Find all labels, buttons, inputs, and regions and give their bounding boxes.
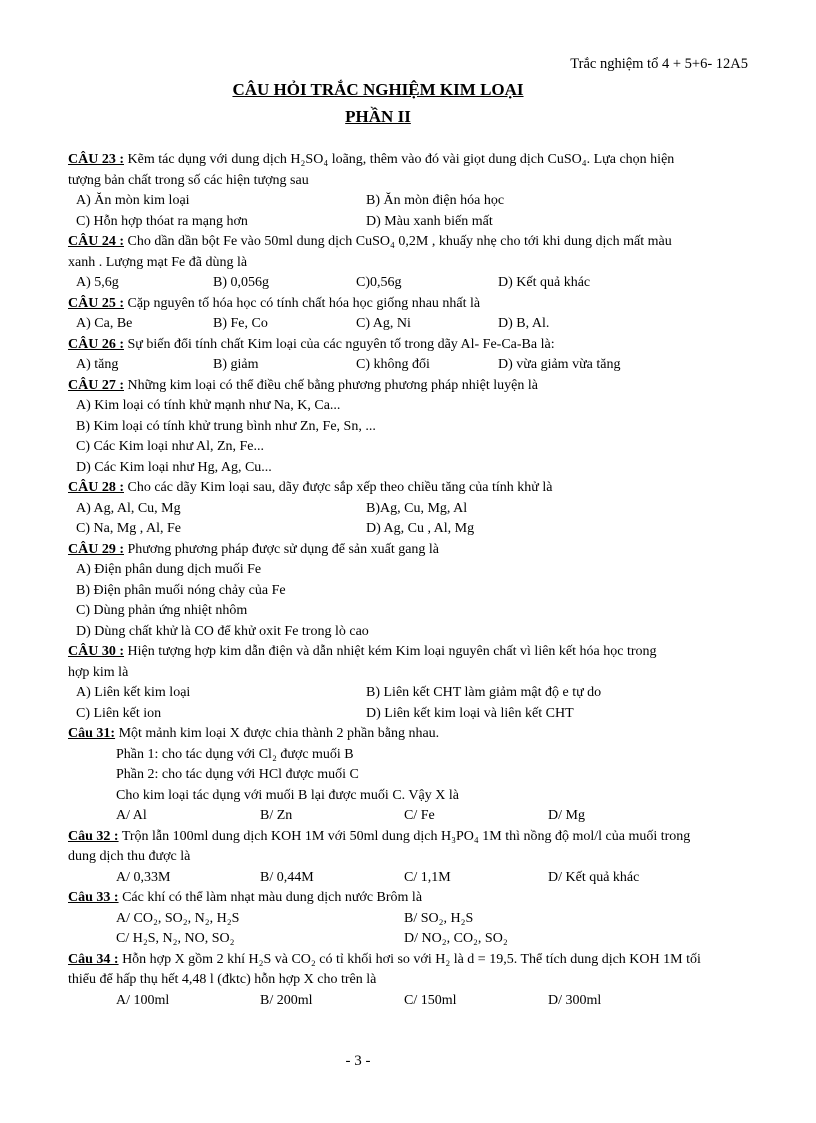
answer-option: A/ CO₂, SO₂, N₂, H₂S: [116, 910, 240, 926]
question-label: CÂU 27 :: [68, 377, 124, 393]
answer-option: C) Dùng phản ứng nhiệt nhôm: [76, 603, 248, 618]
question-text: Hiện tượng hợp kim dẫn điện và dẫn nhiệt kém Kim loại nguyên chất vì liên kết hóa học trong: [127, 644, 657, 659]
question-subline: Cho kim loại tác dụng với muối B lại được muối C. Vậy X là: [116, 787, 459, 803]
page-title: CÂU HỎI TRẮC NGHIỆM KIM LOẠI: [232, 80, 524, 99]
question-text: Các khí có thể làm nhạt màu dung dịch nước Brôm là: [122, 890, 423, 905]
question-text: Kẽm tác dụng với dung dịch H₂SO₄ loãng, thêm vào đó vài giọt dung dịch CuSO₄. Lựa chọn hiện: [127, 152, 675, 167]
answer-option: B/ 0,44M: [260, 869, 314, 885]
answer-option: B)Ag, Cu, Mg, Al: [366, 500, 468, 516]
answer-option: C) Liên kết ion: [76, 705, 162, 721]
answer-option: B) Fe, Co: [213, 316, 268, 331]
question-30: [68, 642, 758, 724]
page-subtitle: PHẦN II: [345, 107, 411, 126]
question-text: xanh . Lượng mạt Fe đã dùng là: [68, 254, 248, 270]
answer-option: A/ 0,33M: [116, 869, 171, 885]
page-number: - 3 -: [345, 1053, 371, 1069]
question-label: Câu 31:: [68, 726, 116, 741]
answer-option: A) Ag, Al, Cu, Mg: [76, 500, 181, 516]
question-text: dung dịch thu được là: [68, 849, 191, 864]
question-23: [68, 150, 758, 232]
question-label: Câu 32 :: [68, 828, 119, 844]
answer-option: C/ H₂S, N₂, NO, SO₂: [116, 931, 235, 946]
question-text: Hỗn hợp X gồm 2 khí H₂S và CO₂ có tỉ khối hơi so với H₂ là d = 19,5. Thể tích dung dịch KOH 1M tối: [122, 951, 701, 967]
answer-option: A) Liên kết kim loại: [76, 685, 191, 700]
question-text: Một mảnh kim loại X được chia thành 2 phần bằng nhau.: [118, 726, 440, 741]
question-subline: Phần 1: cho tác dụng với Cl₂ được muối B: [116, 746, 354, 762]
question-text: Cặp nguyên tố hóa học có tính chất hóa học giống nhau nhất là: [127, 295, 481, 311]
answer-option: D/ Kết quả khác: [548, 869, 640, 885]
answer-option: A) Ăn mòn kim loại: [76, 193, 190, 208]
answer-option: A/ Al: [116, 808, 147, 823]
question-text: Sự biến đổi tính chất Kim loại của các nguyên tố trong dãy Al- Fe-Ca-Ba là:: [127, 336, 555, 352]
question-24: [68, 232, 758, 294]
answer-option: D) vừa giảm vừa tăng: [498, 357, 621, 372]
question-28: [68, 478, 758, 540]
answer-option: A) Điện phân dung dịch muối Fe: [76, 562, 262, 577]
question-label: Câu 33 :: [68, 890, 119, 905]
answer-option: A) Kim loại có tính khử mạnh như Na, K, Ca...: [76, 398, 341, 413]
answer-option: C) Ag, Ni: [356, 316, 411, 331]
question-list: [68, 150, 758, 1011]
question-33: [68, 888, 758, 950]
question-25: [68, 294, 758, 335]
question-26: [68, 335, 758, 376]
question-label: CÂU 30 :: [68, 644, 124, 659]
answer-option: B) Ăn mòn điện hóa học: [366, 193, 505, 208]
answer-option: B) Kim loại có tính khử trung bình như Zn, Fe, Sn, ...: [76, 418, 376, 434]
question-label: CÂU 24 :: [68, 234, 124, 249]
question-32: [68, 827, 758, 889]
answer-option: A) 5,6g: [76, 275, 119, 290]
answer-option: D/ 300ml: [548, 992, 602, 1008]
answer-option: B) Điện phân muối nóng chảy của Fe: [76, 582, 286, 598]
answer-option: C/ 150ml: [404, 992, 457, 1008]
question-text: Phương phương pháp được sử dụng để sản xuất gang là: [127, 541, 440, 557]
question-text: hợp kim là: [68, 664, 129, 680]
answer-option: C/ 1,1M: [404, 869, 451, 885]
question-label: CÂU 29 :: [68, 541, 124, 557]
answer-option: B) Liên kết CHT làm giảm mật độ e tự do: [366, 685, 602, 700]
answer-option: D/ NO₂, CO₂, SO₂: [404, 931, 508, 946]
answer-option: C/ Fe: [404, 808, 435, 823]
answer-option: D) Liên kết kim loại và liên kết CHT: [366, 705, 574, 721]
answer-option: C) Hỗn hợp thóat ra mạng hơn: [76, 213, 248, 229]
answer-option: C) Na, Mg , Al, Fe: [76, 521, 181, 536]
answer-option: A) Ca, Be: [76, 316, 133, 331]
question-29: [68, 540, 758, 643]
answer-option: B/ Zn: [260, 808, 293, 823]
question-label: CÂU 25 :: [68, 295, 124, 311]
question-34: [68, 950, 758, 1012]
question-text: Trộn lẫn 100ml dung dịch KOH 1M với 50ml dung dịch H₃PO₄ 1M thì nồng độ mol/l của muối trong: [121, 828, 691, 844]
answer-option: B) giảm: [213, 357, 259, 372]
question-31: [68, 724, 758, 827]
question-text: tượng bản chất trong số các hiện tượng sau: [68, 172, 309, 188]
answer-option: B/ 200ml: [260, 992, 313, 1008]
answer-option: C) không đổi: [356, 357, 430, 372]
question-label: Câu 34 :: [68, 951, 119, 967]
question-label: CÂU 23 :: [68, 152, 124, 167]
question-text: Cho dần dần bột Fe vào 50ml dung dịch CuSO₄ 0,2M , khuấy nhẹ cho tới khi dung dịch mất màu: [127, 234, 672, 249]
answer-option: D) Dùng chất khử là CO để khử oxit Fe trong lò cao: [76, 623, 369, 639]
answer-option: D) B, Al.: [498, 316, 550, 331]
page-header: Trắc nghiệm tổ 4 + 5+6- 12A5: [570, 56, 748, 72]
answer-option: A/ 100ml: [116, 992, 170, 1008]
answer-option: D) Các Kim loại như Hg, Ag, Cu...: [76, 459, 272, 475]
question-27: [68, 376, 758, 479]
question-text: thiểu để hấp thụ hết 4,48 l (đktc) hỗn hợp X cho trên là: [68, 972, 377, 987]
answer-option: C) Các Kim loại như Al, Zn, Fe...: [76, 439, 265, 454]
question-text: Những kim loại có thể điều chế bằng phương phương pháp nhiệt luyện là: [127, 377, 538, 393]
answer-option: B/ SO₂, H₂S: [404, 910, 474, 926]
answer-option: D) Màu xanh biến mất: [366, 213, 493, 229]
question-label: CÂU 28 :: [68, 480, 124, 495]
answer-option: D/ Mg: [548, 808, 585, 823]
question-text: Cho các dãy Kim loại sau, dãy được sắp xếp theo chiều tăng của tính khử là: [127, 480, 553, 495]
answer-option: B) 0,056g: [213, 275, 269, 290]
answer-option: C)0,56g: [356, 275, 402, 290]
question-label: CÂU 26 :: [68, 336, 124, 352]
answer-option: A) tăng: [76, 357, 119, 372]
answer-option: D) Kết quả khác: [498, 275, 591, 290]
question-subline: Phần 2: cho tác dụng với HCl được muối C: [116, 767, 359, 782]
answer-option: D) Ag, Cu , Al, Mg: [366, 521, 475, 536]
